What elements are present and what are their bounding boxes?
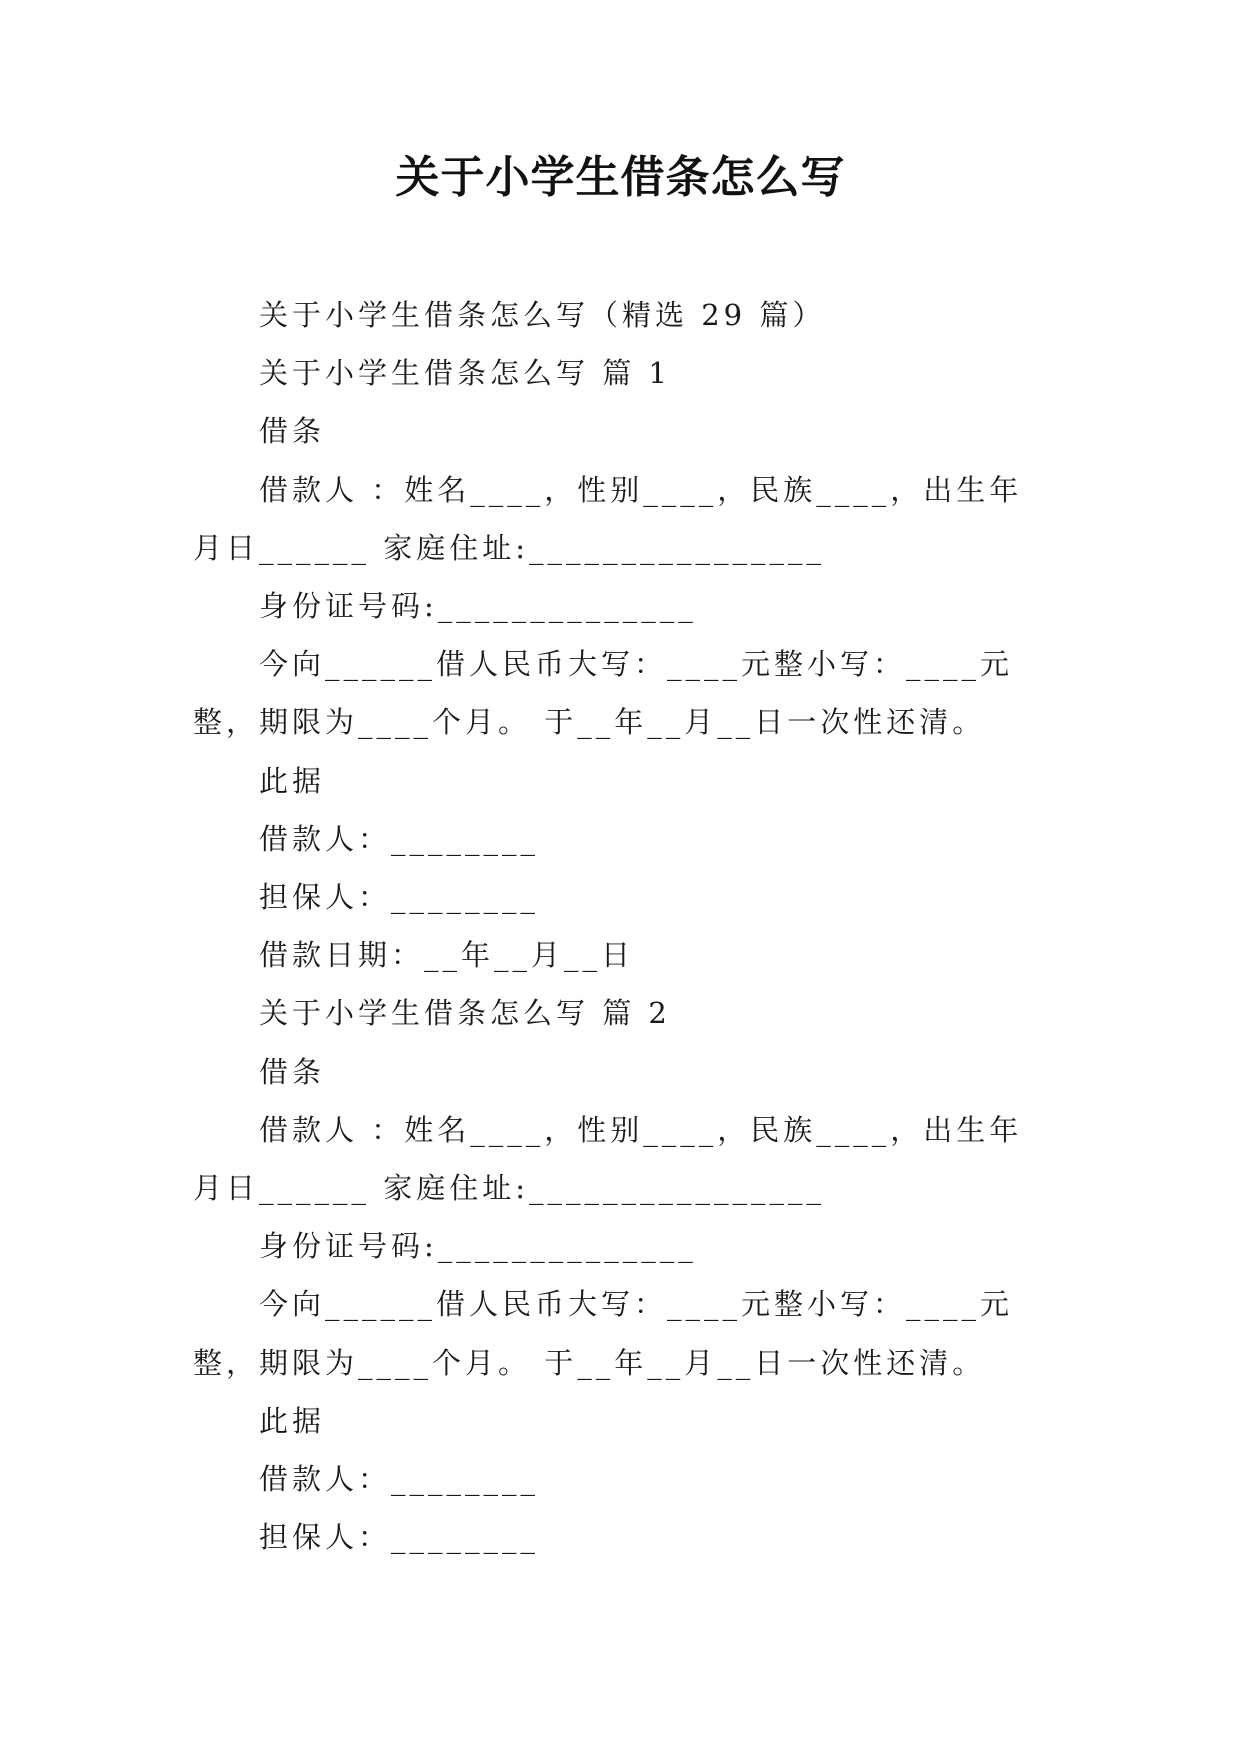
guarantor-signature-line: 担保人：________ xyxy=(259,1520,540,1555)
loan-terms-line: 今向______借人民币大写：____元整小写：____元整，期限为____个月。 于__年__月__日一次性还清。 xyxy=(193,1287,1014,1380)
document-title: 关于小学生借条怎么写 xyxy=(395,152,846,203)
loan-terms-line: 今向______借人民币大写：____元整小写：____元整，期限为____个月。 于__年__月__日一次性还清。 xyxy=(193,647,1014,740)
loan-date-line: 借款日期：__年__月__日 xyxy=(259,938,635,973)
borrower-info-line: 借款人 ：姓名____，性别____，民族____，出生年月日______ 家庭住址:________________ xyxy=(193,472,1023,565)
id-number-line: 身份证号码:______________ xyxy=(259,1229,697,1264)
section-heading-2: 关于小学生借条怎么写 篇 2 xyxy=(259,996,671,1031)
hereby-line: 此据 xyxy=(259,1403,326,1438)
iou-heading: 借条 xyxy=(259,1054,326,1089)
borrower-info-line: 借款人 ：姓名____，性别____，民族____，出生年月日______ 家庭住址:________________ xyxy=(193,1112,1023,1206)
guarantor-signature-line: 担保人：________ xyxy=(259,880,540,915)
id-number-line: 身份证号码:______________ xyxy=(259,589,697,624)
borrower-signature-line: 借款人：________ xyxy=(259,1462,540,1497)
borrower-signature-line: 借款人：________ xyxy=(259,821,540,856)
hereby-line: 此据 xyxy=(259,763,326,798)
iou-heading: 借条 xyxy=(259,414,326,449)
section-heading-1: 关于小学生借条怎么写 篇 1 xyxy=(259,356,671,391)
document-body xyxy=(193,286,1053,1566)
subtitle-line: 关于小学生借条怎么写（精选 29 篇） xyxy=(259,298,826,332)
